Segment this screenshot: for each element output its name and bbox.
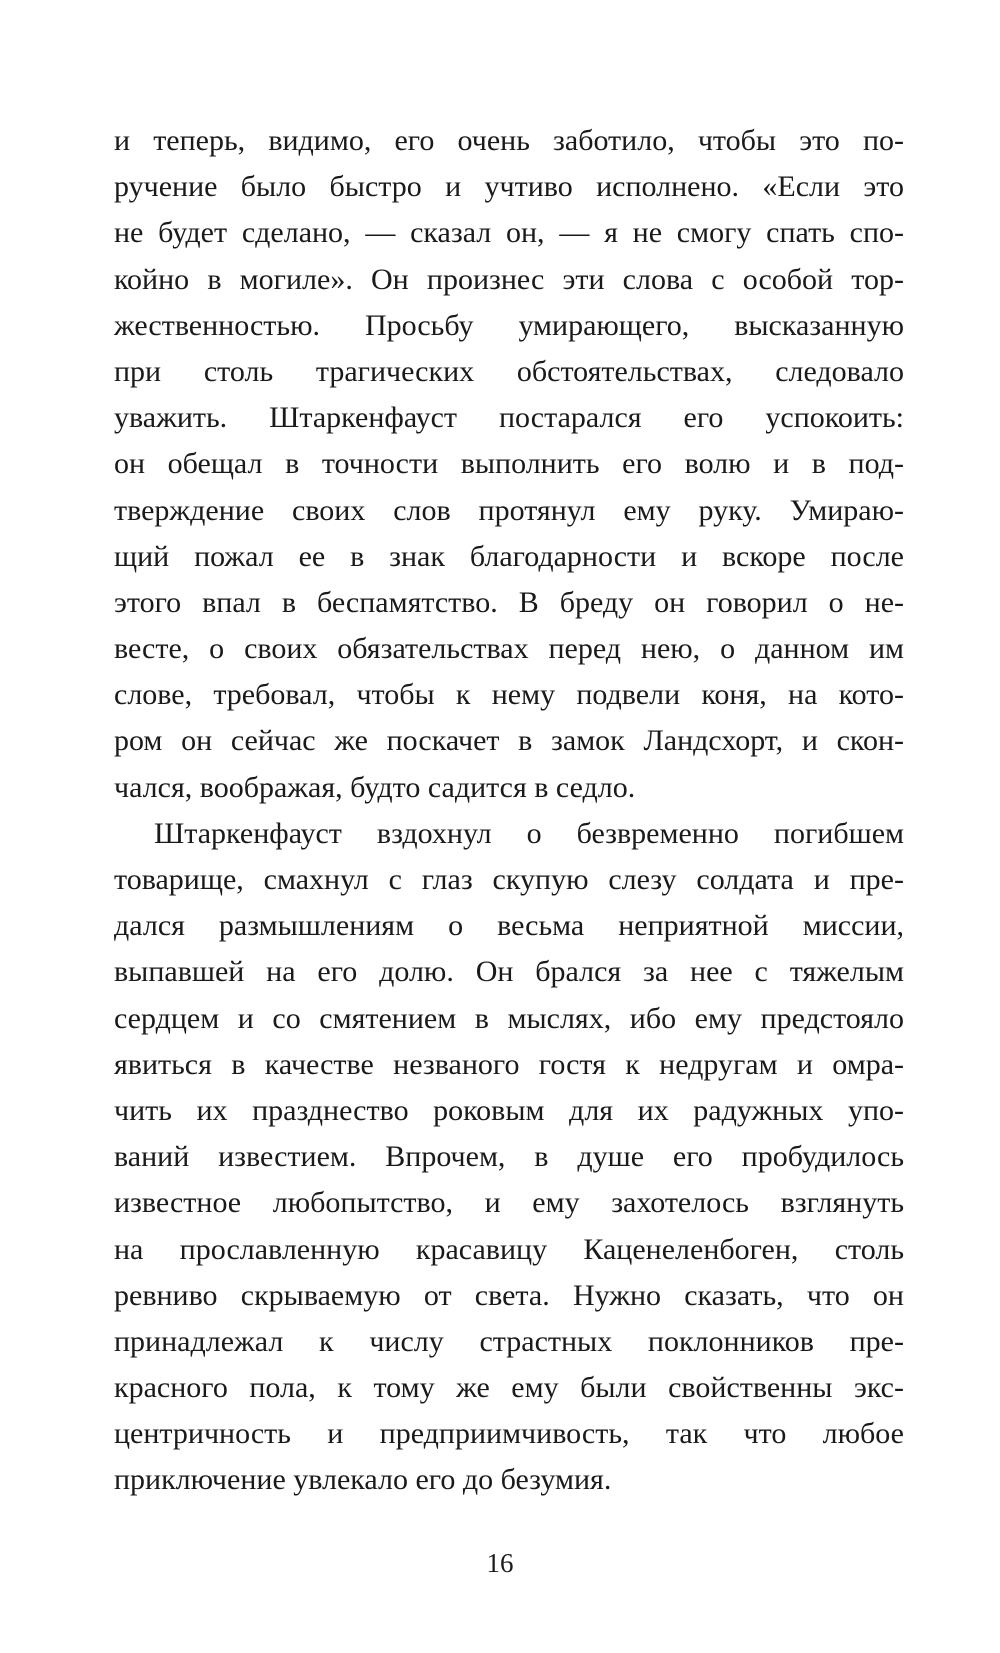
text-line: ром он сейчас же поскачет в замок Ландсхорт, и скон- bbox=[114, 724, 904, 758]
text-line: явиться в качестве незваного гостя к недругам и омра- bbox=[114, 1047, 904, 1081]
text-line: не будет сделано, — сказал он, — я не смогу спать спо- bbox=[114, 216, 904, 250]
text-line: красного пола, к тому же ему были свойственны экс- bbox=[114, 1371, 904, 1405]
text-line: приключение увлекало его до безумия. bbox=[114, 1463, 612, 1497]
text-line: ваний известием. Впрочем, в душе его пробудилось bbox=[114, 1140, 904, 1174]
text-line: и теперь, видимо, его очень заботило, чтобы это по- bbox=[114, 124, 904, 157]
text-line: известное любопытство, и ему захотелось взглянуть bbox=[114, 1186, 904, 1220]
text-line: этого впал в беспамятство. В бреду он говорил о не- bbox=[114, 585, 904, 619]
text-line: щий пожал ее в знак благодарности и вскоре после bbox=[114, 539, 904, 573]
text-line: чить их празднество роковым для их радужных упо- bbox=[114, 1093, 904, 1127]
text-line: сердцем и со смятением в мыслях, ибо ему предстояло bbox=[114, 1001, 904, 1035]
text-line: Штаркенфауст вздохнул о безвременно погибшем bbox=[154, 816, 904, 850]
text-line: товарище, смахнул с глаз скупую слезу солдата и пре- bbox=[114, 863, 904, 896]
text-line: чался, воображая, будто садится в седло. bbox=[114, 770, 636, 804]
text-line: жественностью. Просьбу умирающего, высказанную bbox=[114, 308, 904, 342]
text-line: тверждение своих слов протянул ему руку. Умираю- bbox=[114, 493, 904, 527]
text-line: ревниво скрываемую от света. Нужно сказать, что он bbox=[114, 1278, 904, 1312]
text-line: дался размышлениям о весьма неприятной миссии, bbox=[114, 909, 904, 943]
page-body-text bbox=[114, 118, 904, 1504]
page-number: 16 bbox=[486, 1548, 514, 1578]
text-line: койно в могиле». Он произнес эти слова с особой тор- bbox=[114, 262, 904, 296]
text-line: центричность и предприимчивость, так что любое bbox=[114, 1417, 904, 1451]
text-line: слове, требовал, чтобы к нему подвели коня, на кото- bbox=[114, 678, 904, 712]
text-line: принадлежал к числу страстных поклонников пре- bbox=[114, 1324, 904, 1358]
text-line: ручение было быстро и учтиво исполнено. «Если это bbox=[114, 170, 904, 204]
text-line: при столь трагических обстоятельствах, следовало bbox=[114, 354, 904, 388]
text-line: выпавшей на его долю. Он брался за нее с тяжелым bbox=[114, 955, 904, 989]
text-line: уважить. Штаркенфауст постарался его успокоить: bbox=[114, 401, 904, 435]
text-line: на прославленную красавицу Каценеленбоген, столь bbox=[114, 1232, 904, 1266]
text-line: он обещал в точности выполнить его волю и в под- bbox=[114, 447, 904, 481]
text-line: весте, о своих обязательствах перед нею, о данном им bbox=[114, 632, 904, 666]
